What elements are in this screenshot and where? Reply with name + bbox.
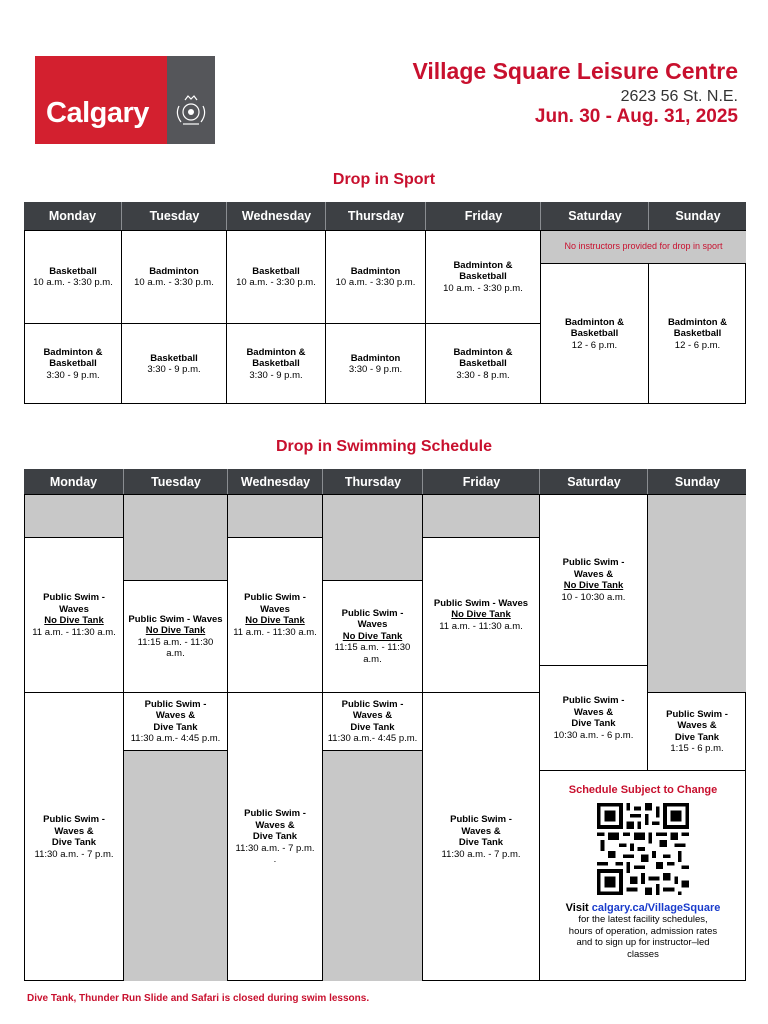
sport-header-monday: Monday: [48, 209, 97, 223]
facility-link[interactable]: calgary.ca/VillageSquare: [591, 901, 721, 914]
swim-wed-closed: [228, 495, 323, 538]
sport-section-title: Drop in Sport: [332, 171, 436, 188]
schedule-change-notice: Schedule Subject to Change: [568, 784, 718, 796]
sport-thu-r2: Badminton 3:30 - 9 p.m.: [326, 324, 426, 404]
swim-header-saturday: Saturday: [539, 469, 648, 494]
sport-header-wednesday: Wednesday: [226, 202, 326, 230]
visit-label: Visit: [565, 901, 589, 914]
sport-tue-r2: Basketball 3:30 - 9 p.m.: [122, 324, 227, 404]
swim-header-thursday: Thursday: [322, 469, 423, 494]
swim-tue-closed-evening: [124, 751, 228, 981]
sport-header-tuesday: Tuesday: [121, 202, 227, 230]
swim-sun-closed: [648, 495, 746, 693]
swim-sat-waves: Public Swim - Waves & No Dive Tank 10 - 10:30 a.m.: [540, 495, 648, 666]
swim-header-friday: Friday: [422, 469, 540, 494]
swim-fri-closed: [423, 495, 540, 538]
swim-thu-waves: Public Swim - Waves No Dive Tank 11:15 a.m. - 11:30 a.m.: [323, 581, 423, 693]
sport-table-body: [24, 230, 746, 404]
info-line-1: for the latest facility schedules,: [578, 914, 708, 925]
swim-tue-closed: [124, 495, 228, 581]
sport-header-thursday: Thursday: [325, 202, 426, 230]
swim-table-body: [24, 494, 746, 981]
sport-mon-r1: Basketball 10 a.m. - 3:30 p.m.: [25, 231, 122, 324]
swim-fri-dive: Public Swim - Waves & Dive Tank 11:30 a.m. - 7 p.m.: [423, 693, 540, 981]
swim-sat-dive: Public Swim - Waves & Dive Tank 10:30 a.m. - 6 p.m.: [540, 666, 648, 771]
swim-mon-waves: Public Swim - Waves No Dive Tank 11 a.m. - 11:30 a.m.: [25, 538, 124, 693]
closure-note: Dive Tank, Thunder Run Slide and Safari is closed during swim lessons.: [27, 993, 370, 1004]
swim-wed-dive: Public Swim - Waves & Dive Tank 11:30 a.m. - 7 p.m. .: [228, 693, 323, 981]
swim-thu-closed-evening: [323, 751, 423, 981]
sport-wed-r2: Badminton & Basketball 3:30 - 9 p.m.: [227, 324, 326, 404]
swim-sun-dive: Public Swim - Waves & Dive Tank 1:15 - 6 p.m.: [648, 693, 746, 771]
swim-header-sunday: Sunday: [647, 469, 747, 494]
swim-header-monday: Monday: [49, 474, 98, 489]
sport-weekend-note: No instructors provided for drop in sport: [541, 231, 746, 264]
schedule-dates: Jun. 30 - Aug. 31, 2025: [534, 106, 738, 127]
sport-mon-r2: Badminton & Basketball 3:30 - 9 p.m.: [25, 324, 122, 404]
logo-red-panel: [35, 56, 167, 144]
info-line-4: classes: [627, 948, 659, 960]
calgary-logo: [35, 56, 215, 144]
logo-wordmark: Calgary: [46, 97, 149, 129]
swim-thu-dive: Public Swim - Waves & Dive Tank 11:30 a.m.- 4:45 p.m.: [323, 693, 423, 751]
facility-title: Village Square Leisure Centre: [412, 58, 738, 84]
swim-header-wednesday: Wednesday: [227, 469, 323, 494]
sport-header-saturday: Saturday: [540, 202, 649, 230]
info-line-2: hours of operation, admission rates: [568, 925, 718, 937]
swim-wed-waves: Public Swim - Waves No Dive Tank 11 a.m. - 11:30 a.m.: [228, 538, 323, 693]
sport-wed-r1: Basketball 10 a.m. - 3:30 p.m.: [227, 231, 326, 324]
visit-line: [566, 903, 721, 915]
info-line-3: and to sign up for instructor–led: [576, 937, 710, 948]
swim-mon-dive: Public Swim - Waves & Dive Tank 11:30 a.m. - 7 p.m.: [25, 693, 124, 981]
sport-thu-r1: Badminton 10 a.m. - 3:30 p.m.: [326, 231, 426, 324]
swim-mon-closed: [25, 495, 124, 538]
city-crest-icon: [167, 56, 215, 144]
qr-code-icon[interactable]: [597, 803, 689, 895]
sport-fri-r2: Badminton & Basketball 3:30 - 8 p.m.: [426, 324, 541, 404]
swim-tue-dive: Public Swim - Waves & Dive Tank 11:30 a.m.- 4:45 p.m.: [124, 693, 228, 751]
logo-crest-panel: [167, 56, 215, 144]
sport-sat: Badminton & Basketball 12 - 6 p.m.: [541, 264, 649, 404]
swim-fri-waves: Public Swim - Waves No Dive Tank 11 a.m. - 11:30 a.m.: [423, 538, 540, 693]
sport-fri-r1: Badminton & Basketball 10 a.m. - 3:30 p.m.: [426, 231, 541, 324]
swim-tue-waves: Public Swim - Waves No Dive Tank 11:15 a.m. - 11:30 a.m.: [124, 581, 228, 693]
sport-tue-r1: Badminton 10 a.m. - 3:30 p.m.: [122, 231, 227, 324]
sport-sun: Badminton & Basketball 12 - 6 p.m.: [667, 316, 728, 351]
sport-table-header: [24, 202, 746, 230]
swim-table-header: [24, 469, 746, 494]
swim-thu-closed: [323, 495, 423, 581]
sport-header-friday: Friday: [425, 202, 541, 230]
swim-info-box: [540, 771, 746, 981]
swim-section-title: Drop in Swimming Schedule: [275, 438, 493, 455]
facility-address: 2623 56 St. N.E.: [620, 88, 738, 105]
swim-header-tuesday: Tuesday: [123, 469, 228, 494]
sport-header-sunday: Sunday: [648, 202, 747, 230]
